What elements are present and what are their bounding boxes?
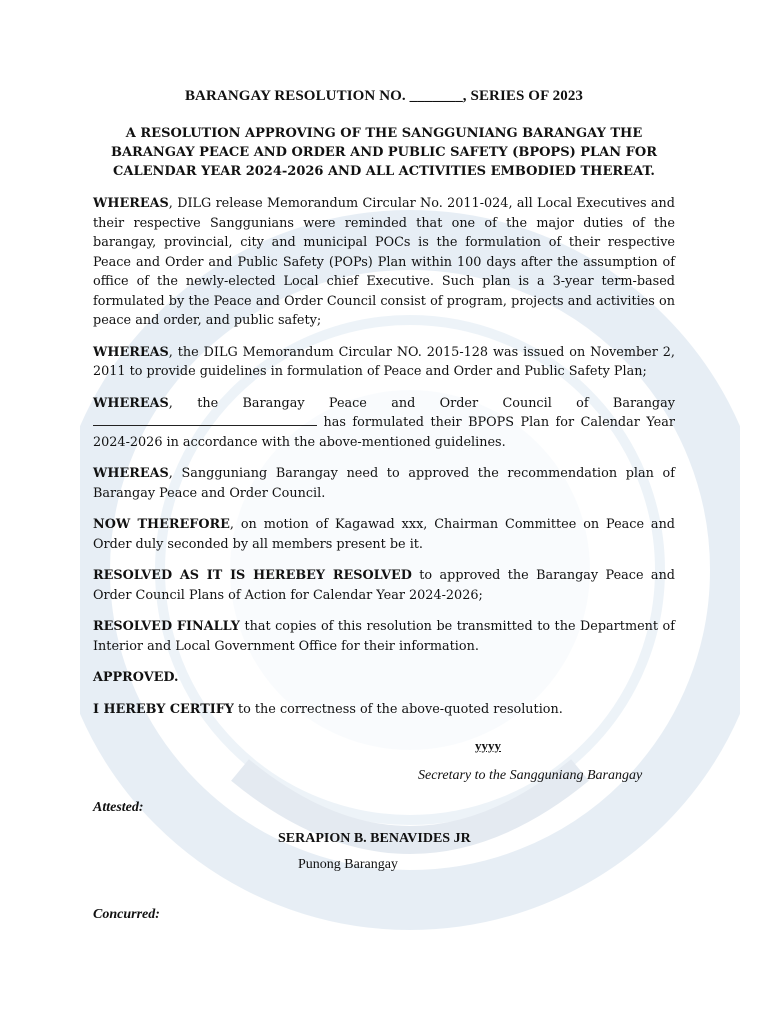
paragraph-lead: I HEREBY CERTIFY (93, 701, 234, 717)
certify-paragraph (93, 700, 675, 720)
paragraph-text: has formulated their BPOPS Plan for Calendar Year 2024-2026 in accordance with the above-mentioned guidelines. (93, 415, 675, 450)
resolution-subject: A RESOLUTION APPROVING OF THE SANGGUNIANG BARANGAY THE BARANGAY PEACE AND ORDER AND PUBLIC SAFETY (BPOPS) PLAN FOR CALENDAR YEAR 2024-2026 AND ALL ACTIVITIES EMBODIED THEREAT. (110, 126, 658, 179)
secretary-name: yyyy (475, 738, 501, 753)
paragraph-text: that copies of this resolution be transmitted to the Department of Interior and Local Government Office for their information. (93, 619, 675, 654)
paragraph-text: , on motion of Kagawad xxx, Chairman Committee on Peace and Order duly seconded by all members present be it. (93, 517, 675, 552)
resolution-title: BARANGAY RESOLUTION NO. _______, SERIES OF 2023 (184, 88, 584, 104)
paragraph-lead: WHEREAS (93, 196, 169, 211)
now-therefore-paragraph (93, 515, 675, 554)
whereas-paragraph-2 (93, 343, 675, 382)
paragraph-text: , the Barangay Peace and Order Council of Barangay (168, 395, 675, 411)
resolution-body (93, 194, 675, 731)
punong-barangay-name: SERAPION B. BENAVIDES JR (278, 831, 471, 846)
whereas-paragraph-1 (93, 194, 675, 331)
paragraph-text: , DILG release Memorandum Circular No. 2011-024, all Local Executives and their respective Sanggunians were reminded that one of the major duties of the barangay, provincial, city and municipal POCs is the formulation of their respective Peace and Order and Public Safety (POPs) Plan within 100 days after the assumption of office of the newly-elected Local chief Executive. Such plan is a 3-year term-based formulated by the Peace and Order Council consist of program, projects and activities on peace and order, and public safety; (93, 196, 675, 328)
punong-barangay-title: Punong Barangay (298, 857, 398, 872)
resolved-paragraph (93, 566, 675, 605)
concurred-label: Concurred: (93, 907, 160, 922)
paragraph-lead: RESOLVED AS IT IS HEREBEY RESOLVED (93, 568, 412, 583)
resolved-finally-paragraph (93, 617, 675, 656)
paragraph-lead: WHEREAS (93, 466, 169, 481)
paragraph-lead: WHEREAS (93, 344, 169, 360)
paragraph-lead: APPROVED. (93, 670, 179, 685)
paragraph-lead: NOW THEREFORE (93, 517, 230, 532)
whereas-paragraph-3 (93, 394, 675, 453)
paragraph-lead: RESOLVED FINALLY (93, 619, 240, 634)
attested-label: Attested: (93, 800, 144, 815)
paragraph-text: , Sangguniang Barangay need to approved the recommendation plan of Barangay Peace and Order Council. (93, 466, 675, 501)
paragraph-text: to approved the Barangay Peace and Order Council Plans of Action for Calendar Year 2024-2026; (93, 568, 675, 603)
approved-paragraph (93, 668, 675, 688)
paragraph-text: to the correctness of the above-quoted resolution. (233, 701, 563, 717)
whereas-paragraph-4 (93, 464, 675, 503)
paragraph-text: , the DILG Memorandum Circular NO. 2015-128 was issued on November 2, 2011 to provide guidelines in formulation of Peace and Order and Public Safety Plan; (93, 344, 675, 379)
secretary-title: Secretary to the Sangguniang Barangay (418, 768, 643, 783)
barangay-name-blank (93, 413, 317, 426)
paragraph-lead: WHEREAS (93, 395, 169, 411)
